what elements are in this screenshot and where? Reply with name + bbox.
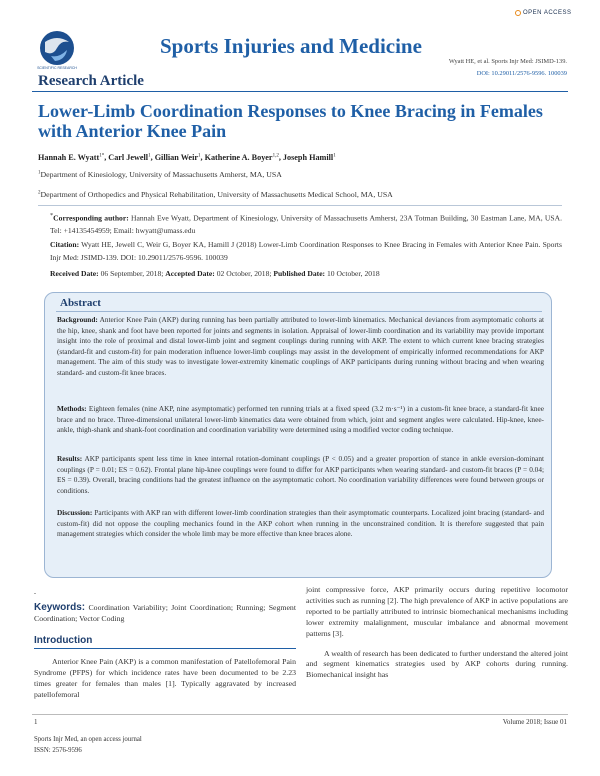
corresponding-author: *Corresponding author: Hannah Eve Wyatt, Department of Kinesiology, University of Massachusetts Amherst, 23A Totman Building, 30 Eastman Lane, MA, USA. Tel: +14135454959; Email: hwyatt@umass.edu xyxy=(50,212,562,236)
footer-journal-info xyxy=(34,734,142,756)
introduction-heading: Introduction xyxy=(34,635,93,646)
abstract-heading: Abstract xyxy=(60,297,101,309)
page-number: 1 xyxy=(34,718,38,726)
body-paragraph: joint compressive force, AKP primarily occurs during repetitive locomotor activities such as running [2]. The high prevalence of AKP in active populations are reported to be partially attributed to intrinsic biomechanical mechanisms including lower extremity malalignment, muscular imbalance and abnormal movement patterns [3]. xyxy=(306,585,568,638)
author: Hannah E. Wyatt$^{1*}$ xyxy=(38,153,105,162)
left-column xyxy=(34,602,296,710)
header-citation xyxy=(449,56,567,80)
right-column xyxy=(306,585,568,690)
dates-line: Received Date: 06 September, 2018; Accepted Date: 02 October, 2018; Published Date: 10 October, 2018 xyxy=(50,269,380,278)
keywords-text: Coordination Variability; Joint Coordination; Running; Segment Coordination; Vector Coding xyxy=(34,603,296,623)
body-paragraph: A wealth of research has been dedicated to further understand the altered joint and segment kinematics strategies used by AKP cohorts during running. Biomechanical insight has xyxy=(306,648,568,680)
article-title: Lower-Limb Coordination Responses to Knee Bracing in Females with Anterior Knee Pain xyxy=(38,101,543,141)
author: Katherine A. Boyer$^{1,2}$ xyxy=(204,153,279,162)
author: Gillian Weir$^1$ xyxy=(154,153,201,162)
abstract-divider xyxy=(56,311,542,312)
stray-dot: . xyxy=(34,587,36,596)
header-doi[interactable]: DOI: 10.29011/2576-9596. 100039 xyxy=(476,70,567,77)
journal-name: Sports Injuries and Medicine xyxy=(160,34,422,58)
introduction-divider xyxy=(34,648,296,649)
header-divider xyxy=(32,91,568,92)
abstract-results: Results: AKP participants spent less time in knee internal rotation-dominant couplings (P < 0.05) and a greater proportion of stance in ankle eversion-dominant couplings (P = 0.01; ES = 0.62). Frontal plane hip-knee couplings were found to differ for AKP participants when wearing standard- and custom-fit braces (P = 0.04; ES = 0.39). Overall, bracing conditions had the greatest influence on the asymptomatic cohort. No coordination variability differences were found between groups or conditions. xyxy=(57,454,545,495)
publisher-logo-icon xyxy=(37,28,77,68)
open-access-badge: OPEN ACCESS xyxy=(515,10,572,16)
abstract-discussion: Discussion: Participants with AKP ran with different lower-limb coordination strategies than their asymptomatic counterparts. Localized joint bracing (standard- and custom-fit) did not oppose the coupling mechanics found in the AKP cohort when running in the unconstrained condition. It is therefore suggested that pain management strategies which consider the whole limb may be more effective than knee braces alone. xyxy=(57,508,544,539)
author: Carl Jewell$^1$ xyxy=(108,153,151,162)
logo-caption: SCIENTIFIC RESEARCH xyxy=(37,66,77,70)
footer-issn: ISSN: 2576-9596 xyxy=(34,747,82,754)
author: Joseph Hamill$^1$ xyxy=(282,153,336,162)
affiliation-2: $^2$Department of Orthopedics and Physical Rehabilitation, University of Massachusetts Medical School, MA, USA xyxy=(38,190,393,199)
affiliation-divider xyxy=(38,205,562,206)
intro-paragraph: Anterior Knee Pain (AKP) is a common manifestation of Patellofemoral Pain Syndrome (PFPS) for which incidence rates have been documented to be 2.23 times greater for females than males [1]. Typically aggravated by increased patellofemoral xyxy=(34,657,296,699)
keywords-label: Keywords: xyxy=(34,602,86,613)
volume-issue: Volume 2018; Issue 01 xyxy=(502,718,567,726)
header-citation-line: Wyatt HE, et al. Sports Injr Med: JSIMD-139. xyxy=(448,58,567,65)
abstract-methods: Methods: Eighteen females (nine AKP, nine asymptomatic) performed ten running trials at a fixed speed (3.2 m·s⁻¹) in a custom-fit knee brace, a standard-fit knee brace and no brace. Three-dimensional unilateral lower-limb kinematics data were obtained from which, joint and segment angles were calculated. Hip-knee, knee-ankle, thigh-shank and shank-foot coordination and coordination variability were determined using a modified vector coding technique. xyxy=(57,404,545,435)
open-access-lock-icon xyxy=(515,10,521,16)
footer-journal-line: Sports Injr Med, an open access journal xyxy=(34,736,142,743)
footer-divider xyxy=(32,714,568,715)
affiliation-1: $^1$Department of Kinesiology, University of Massachusetts Amherst, MA, USA xyxy=(38,170,282,179)
article-type: Research Article xyxy=(38,73,144,89)
abstract-background: Background: Anterior Knee Pain (AKP) during running has been partially attributed to lower-limb kinematics. Mechanical deviances from asymptomatic cohorts at the hip, knee, shank and foot have been reported for joints and segments in isolation. Appraisal of lower-limb coordination and its variability may provide important insight into the role of proximal and distal lower-limb joint and segment couplings during running with AKP. The extent to which current knee bracing strategies (standard-fit and custom-fit) for pain moderation influence lower-limb couplings may assist in the development of empirically informed recommendations for AKP management. The aim of this study was to investigate lower-extremity kinematic couplings of AKP participants during running without bracing and when wearing standard- and custom-fit knee braces. xyxy=(57,315,544,377)
citation-block: Citation: Wyatt HE, Jewell C, Weir G, Boyer KA, Hamill J (2018) Lower-Limb Coordination Responses to Knee Bracing in Females with Anterior Knee Pain. Sports Injr Med: JSIMD-139. DOI: 10.29011/2576-9596. 100039 xyxy=(50,240,563,262)
keywords xyxy=(34,602,296,624)
author-list: Hannah E. Wyatt$^{1*}$, Carl Jewell$^1$, Gillian Weir$^1$, Katherine A. Boyer$^{1,2}$, Joseph Hamill$^1$ xyxy=(38,153,336,162)
